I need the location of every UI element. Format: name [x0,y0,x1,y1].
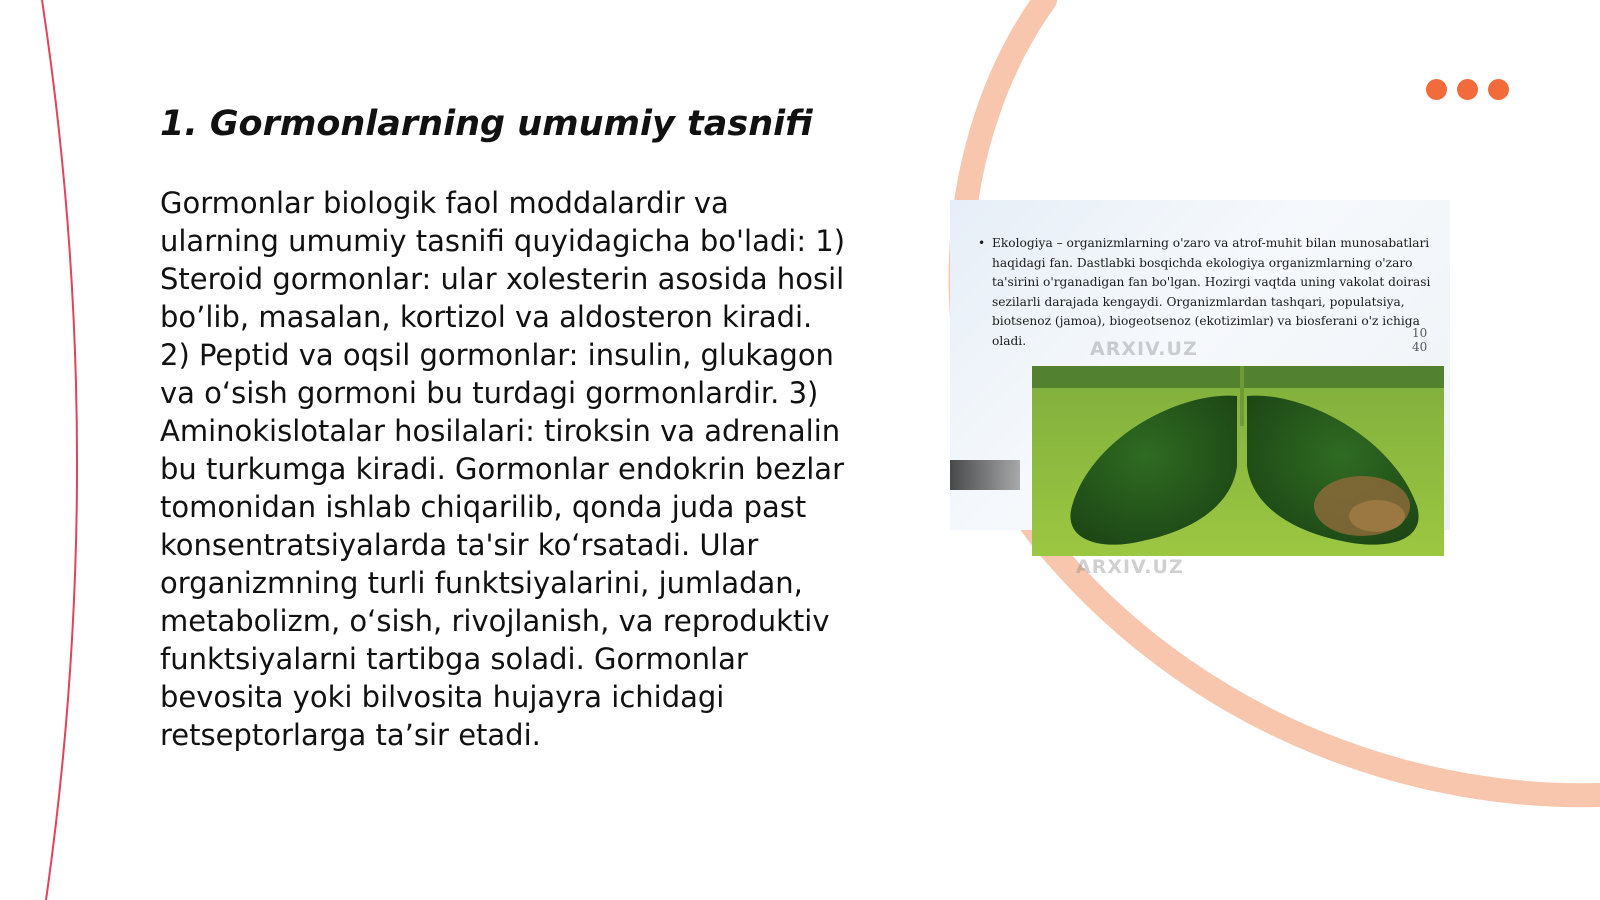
menu-dots-icon [1426,79,1509,100]
watermark-top: ARXIV.UZ [1090,338,1198,360]
side-digit: 40 [1412,340,1428,354]
dot [1426,79,1447,100]
slide-body-text: Gormonlar biologik faol moddalardir va ularning umumiy tasnifi quyidagicha bo'ladi: 1) Steroid gormonlar: ular xolesterin asosida hosil bo’lib, masalan, kortizol va aldosteron kiradi. 2) Peptid va oqsil gormonlar: insulin, glukagon va o‘sish gormoni bu turdagi gormonlardir. 3) Aminokislotalar hosilalari: tiroksin va adrenalin bu turkumga kiradi. Gormonlar endokrin bezlar tomonidan ishlab chiqarilib, qonda juda past konsentratsiyalarda ta'sir ko‘rsatadi. Ular organizmning turli funktsiyalarini, jumladan, metabolizm, o‘sish, rivojlanish, va reproduktiv funktsiyalarni tartibga soladi. Gormonlar bevosita yoki bilvosita hujayra ichidagi retseptorlarga ta’sir etadi. [160,186,846,752]
dot [1457,79,1478,100]
image-side-digits [1412,326,1427,354]
image-edge-strip [950,460,1020,490]
ecology-image [950,200,1450,576]
dot [1488,79,1509,100]
watermark-bottom: ARXIV.UZ [1076,556,1184,578]
image-bullet-list [992,234,1432,351]
slide-title: 1. Gormonlarning umumiy tasnifi [160,104,813,144]
image-bullet-item: • Ekologiya – organizmlarning o'zaro va atrof-muhit bilan munosabatlari haqidagi fan. Dastlabki bosqichda ekologiya organizmlarning o'zaro ta'sirini o'rganadigan fan bo'lgan. Hozirgi vaqtda uning vakolat doirasi sezilarli darajada kengaydi. Organizmlardan tashqari, populatsiya, biotsenoz (jamoa), biogeotsenoz (ekotizimlar) va biosferani o'z ichiga oladi. [992,234,1432,351]
lung-trachea [1240,366,1244,426]
side-digit: 10 [1412,326,1428,340]
left-accent-curve [42,0,77,900]
forest-lungs-photo [1032,366,1444,556]
